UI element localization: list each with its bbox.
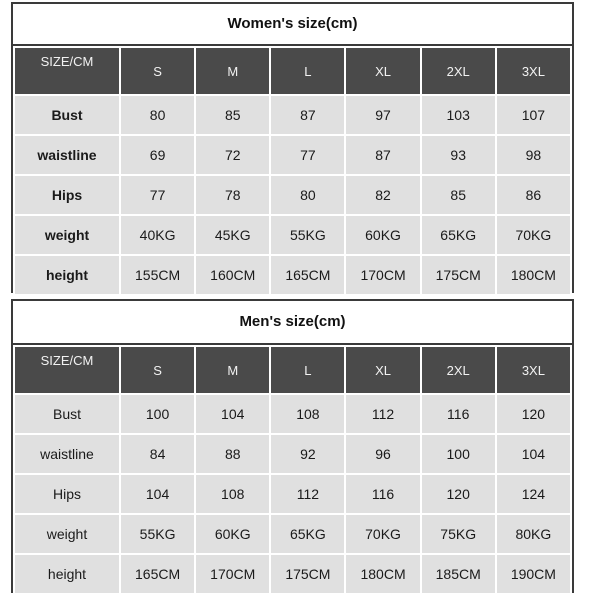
table-cell: 107 [496, 95, 571, 135]
men-size-table [13, 345, 572, 595]
table-cell: 55KG [120, 514, 195, 554]
men-size-xl-header: XL [345, 346, 420, 394]
men-row-waistline [14, 434, 571, 474]
men-chart-title: Men's size(cm) [13, 301, 572, 345]
table-cell: 103 [421, 95, 496, 135]
table-cell: 180CM [345, 554, 420, 594]
table-cell: 88 [195, 434, 270, 474]
table-cell: 92 [270, 434, 345, 474]
table-cell: 93 [421, 135, 496, 175]
men-size-s-header: S [120, 346, 195, 394]
table-cell: 100 [421, 434, 496, 474]
men-size-3xl-header: 3XL [496, 346, 571, 394]
table-cell: 77 [120, 175, 195, 215]
table-cell: 60KG [195, 514, 270, 554]
women-chart-title: Women's size(cm) [13, 4, 572, 46]
women-row-label: weight [14, 215, 120, 255]
table-cell: 96 [345, 434, 420, 474]
men-row-hips [14, 474, 571, 514]
table-cell: 84 [120, 434, 195, 474]
men-row-label: weight [14, 514, 120, 554]
table-cell: 85 [195, 95, 270, 135]
table-cell: 80 [270, 175, 345, 215]
table-cell: 112 [345, 394, 420, 434]
women-size-table [13, 46, 572, 296]
table-cell: 175CM [270, 554, 345, 594]
table-cell: 77 [270, 135, 345, 175]
men-size-m-header: M [195, 346, 270, 394]
women-size-xl-header: XL [345, 47, 420, 95]
women-size-s-header: S [120, 47, 195, 95]
women-row-hips [14, 175, 571, 215]
women-size-2xl-header: 2XL [421, 47, 496, 95]
table-cell: 116 [421, 394, 496, 434]
table-cell: 69 [120, 135, 195, 175]
women-size-cm-header: SIZE/CM [14, 47, 120, 95]
table-cell: 165CM [120, 554, 195, 594]
table-cell: 170CM [195, 554, 270, 594]
table-cell: 155CM [120, 255, 195, 295]
women-row-bust [14, 95, 571, 135]
table-cell: 72 [195, 135, 270, 175]
table-cell: 100 [120, 394, 195, 434]
table-cell: 120 [496, 394, 571, 434]
men-header-row [14, 346, 571, 394]
men-row-bust [14, 394, 571, 434]
table-cell: 98 [496, 135, 571, 175]
table-cell: 65KG [421, 215, 496, 255]
men-size-l-header: L [270, 346, 345, 394]
table-cell: 120 [421, 474, 496, 514]
table-cell: 70KG [496, 215, 571, 255]
men-size-2xl-header: 2XL [421, 346, 496, 394]
men-row-weight [14, 514, 571, 554]
women-size-chart [11, 2, 574, 293]
table-cell: 78 [195, 175, 270, 215]
women-row-label: Hips [14, 175, 120, 215]
table-cell: 170CM [345, 255, 420, 295]
table-cell: 40KG [120, 215, 195, 255]
table-cell: 112 [270, 474, 345, 514]
table-cell: 165CM [270, 255, 345, 295]
women-row-height [14, 255, 571, 295]
table-cell: 104 [195, 394, 270, 434]
table-cell: 82 [345, 175, 420, 215]
table-cell: 104 [120, 474, 195, 514]
table-cell: 85 [421, 175, 496, 215]
table-cell: 175CM [421, 255, 496, 295]
women-row-label: Bust [14, 95, 120, 135]
table-cell: 116 [345, 474, 420, 514]
table-cell: 124 [496, 474, 571, 514]
women-row-label: height [14, 255, 120, 295]
men-row-label: waistline [14, 434, 120, 474]
table-cell: 55KG [270, 215, 345, 255]
women-size-3xl-header: 3XL [496, 47, 571, 95]
table-cell: 65KG [270, 514, 345, 554]
men-row-height [14, 554, 571, 594]
table-cell: 86 [496, 175, 571, 215]
table-cell: 87 [270, 95, 345, 135]
table-cell: 185CM [421, 554, 496, 594]
women-row-waistline [14, 135, 571, 175]
table-cell: 108 [270, 394, 345, 434]
table-cell: 190CM [496, 554, 571, 594]
men-size-cm-header: SIZE/CM [14, 346, 120, 394]
men-row-label: Bust [14, 394, 120, 434]
table-cell: 97 [345, 95, 420, 135]
women-row-label: waistline [14, 135, 120, 175]
table-cell: 80KG [496, 514, 571, 554]
table-cell: 104 [496, 434, 571, 474]
women-size-l-header: L [270, 47, 345, 95]
table-cell: 75KG [421, 514, 496, 554]
table-cell: 87 [345, 135, 420, 175]
table-cell: 80 [120, 95, 195, 135]
men-row-label: Hips [14, 474, 120, 514]
men-row-label: height [14, 554, 120, 594]
women-header-row [14, 47, 571, 95]
table-cell: 60KG [345, 215, 420, 255]
table-cell: 160CM [195, 255, 270, 295]
women-row-weight [14, 215, 571, 255]
table-cell: 180CM [496, 255, 571, 295]
men-size-chart [11, 299, 574, 593]
table-cell: 108 [195, 474, 270, 514]
table-cell: 45KG [195, 215, 270, 255]
women-size-m-header: M [195, 47, 270, 95]
table-cell: 70KG [345, 514, 420, 554]
